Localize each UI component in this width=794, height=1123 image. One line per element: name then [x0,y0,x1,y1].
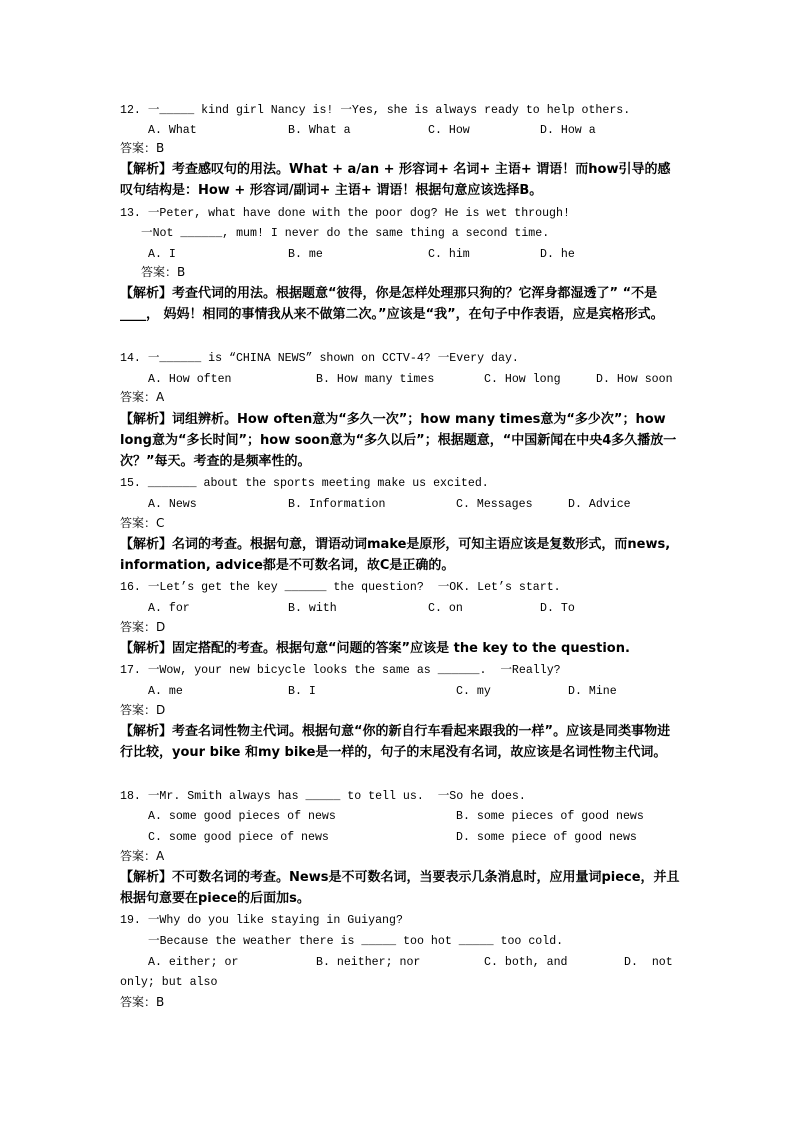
q16-option-c: C. on [428,602,463,615]
q17-explanation: 【解析】考查名词性物主代词。根据句意“你的新自行车看起来跟我的一样”。应该是同类事物进行比较，your bike 和my bike是一样的，句子的末尾没有名词，故应该是名词性物主代词。 [120,724,671,760]
question-16-stem: 16. 一Let’s get the key ______ the question? 一OK. Let’s start. [120,581,561,594]
question-14-stem: 14. 一______ is “CHINA NEWS” shown on CCTV-4? 一Every day. [120,352,519,365]
q17-option-d: D. Mine [568,685,617,698]
q16-explanation: 【解析】固定搭配的考查。根据句意“问题的答案”应该是 the key to the question. [120,641,630,656]
q14-option-b: B. How many times [316,373,435,386]
question-15-stem: 15. _______ about the sports meeting make us excited. [120,477,489,490]
question-18-stem: 18. 一Mr. Smith always has _____ to tell us. 一So he does. [120,790,526,803]
q19-option-d-continued: only; but also [120,976,218,989]
q17-answer: 答案：D [120,703,166,717]
q18-option-c: C. some good piece of news [148,831,329,844]
q14-option-d: D. How soon [596,373,673,386]
q16-answer: 答案：D [120,620,166,634]
q18-option-a: A. some good pieces of news [148,810,336,823]
q18-option-d: D. some piece of good news [456,831,637,844]
question-19-stem: 19. 一Why do you like staying in Guiyang? [120,914,403,927]
q14-option-a: A. How often [148,373,232,386]
q13-option-a: A. I [148,248,176,261]
q16-option-b: B. with [288,602,337,615]
q15-option-c: C. Messages [456,498,533,511]
q12-option-a: A. What [148,124,197,137]
q19-option-c: C. both, and [484,956,568,969]
q19-option-b: B. neither; nor [316,956,421,969]
q15-option-d: D. Advice [568,498,631,511]
q13-option-c: C. him [428,248,470,261]
q15-explanation: 【解析】名词的考查。根据句意，谓语动词make是原形，可知主语应该是复数形式，而news, information, advice都是不可数名词，故C是正确的。 [120,537,671,573]
question-12-stem: 12. 一_____ kind girl Nancy is! 一Yes, she is always ready to help others. [120,104,631,117]
q12-answer: 答案：B [120,141,165,155]
q12-option-c: C. How [428,124,470,137]
q17-option-c: C. my [456,685,491,698]
q18-explanation: 【解析】不可数名词的考查。News是不可数名词，当要表示几条消息时，应用量词piece，并且根据句意要在piece的后面加s。 [120,870,680,906]
q13-answer: 答案：B [141,265,186,279]
q14-explanation: 【解析】词组辨析。How often意为“多久一次”；how many times意为“多少次”；how long意为“多长时间”；how soon意为“多久以后”；根据题意，“中国新闻在中央4多久播放一次？”每天。考查的是频率性的。 [120,412,677,469]
q14-answer: 答案：A [120,390,165,404]
q13-option-b: B. me [288,248,323,261]
q13-option-d: D. he [540,248,575,261]
question-13-stem: 13. 一Peter, what have done with the poor dog? He is wet through! [120,207,570,220]
question-17-stem: 17. 一Wow, your new bicycle looks the same as ______. 一Really? [120,664,561,677]
q19-option-d: D. not [624,956,673,969]
q15-answer: 答案：C [120,516,165,530]
q19-option-a: A. either; or [148,956,239,969]
q15-option-a: A. News [148,498,197,511]
q14-option-c: C. How long [484,373,561,386]
q13-explanation: 【解析】考查代词的用法。根据题意“彼得，你是怎样处理那只狗的？它浑身都湿透了” “不是____， 妈妈！相同的事情我从来不做第二次。”应该是“我”，在句子中作表语，应是宾格形式。 [120,286,664,322]
q16-option-d: D. To [540,602,575,615]
q12-option-d: D. How a [540,124,596,137]
q17-option-b: B. I [288,685,316,698]
q19-answer: 答案：B [120,995,165,1009]
q16-option-a: A. for [148,602,190,615]
question-19-stem-2: 一Because the weather there is _____ too hot _____ too cold. [148,935,564,948]
q17-option-a: A. me [148,685,183,698]
q12-option-b: B. What a [288,124,351,137]
question-13-stem-2: 一Not ______, mum! I never do the same thing a second time. [141,227,550,240]
q12-explanation: 【解析】考查感叹句的用法。What + a/an + 形容词+ 名词+ 主语+ 谓语！而how引导的感叹句结构是：How + 形容词/副词+ 主语+ 谓语！根据句意应该选择B。 [120,162,671,198]
q18-answer: 答案：A [120,849,165,863]
q18-option-b: B. some pieces of good news [456,810,644,823]
q15-option-b: B. Information [288,498,386,511]
